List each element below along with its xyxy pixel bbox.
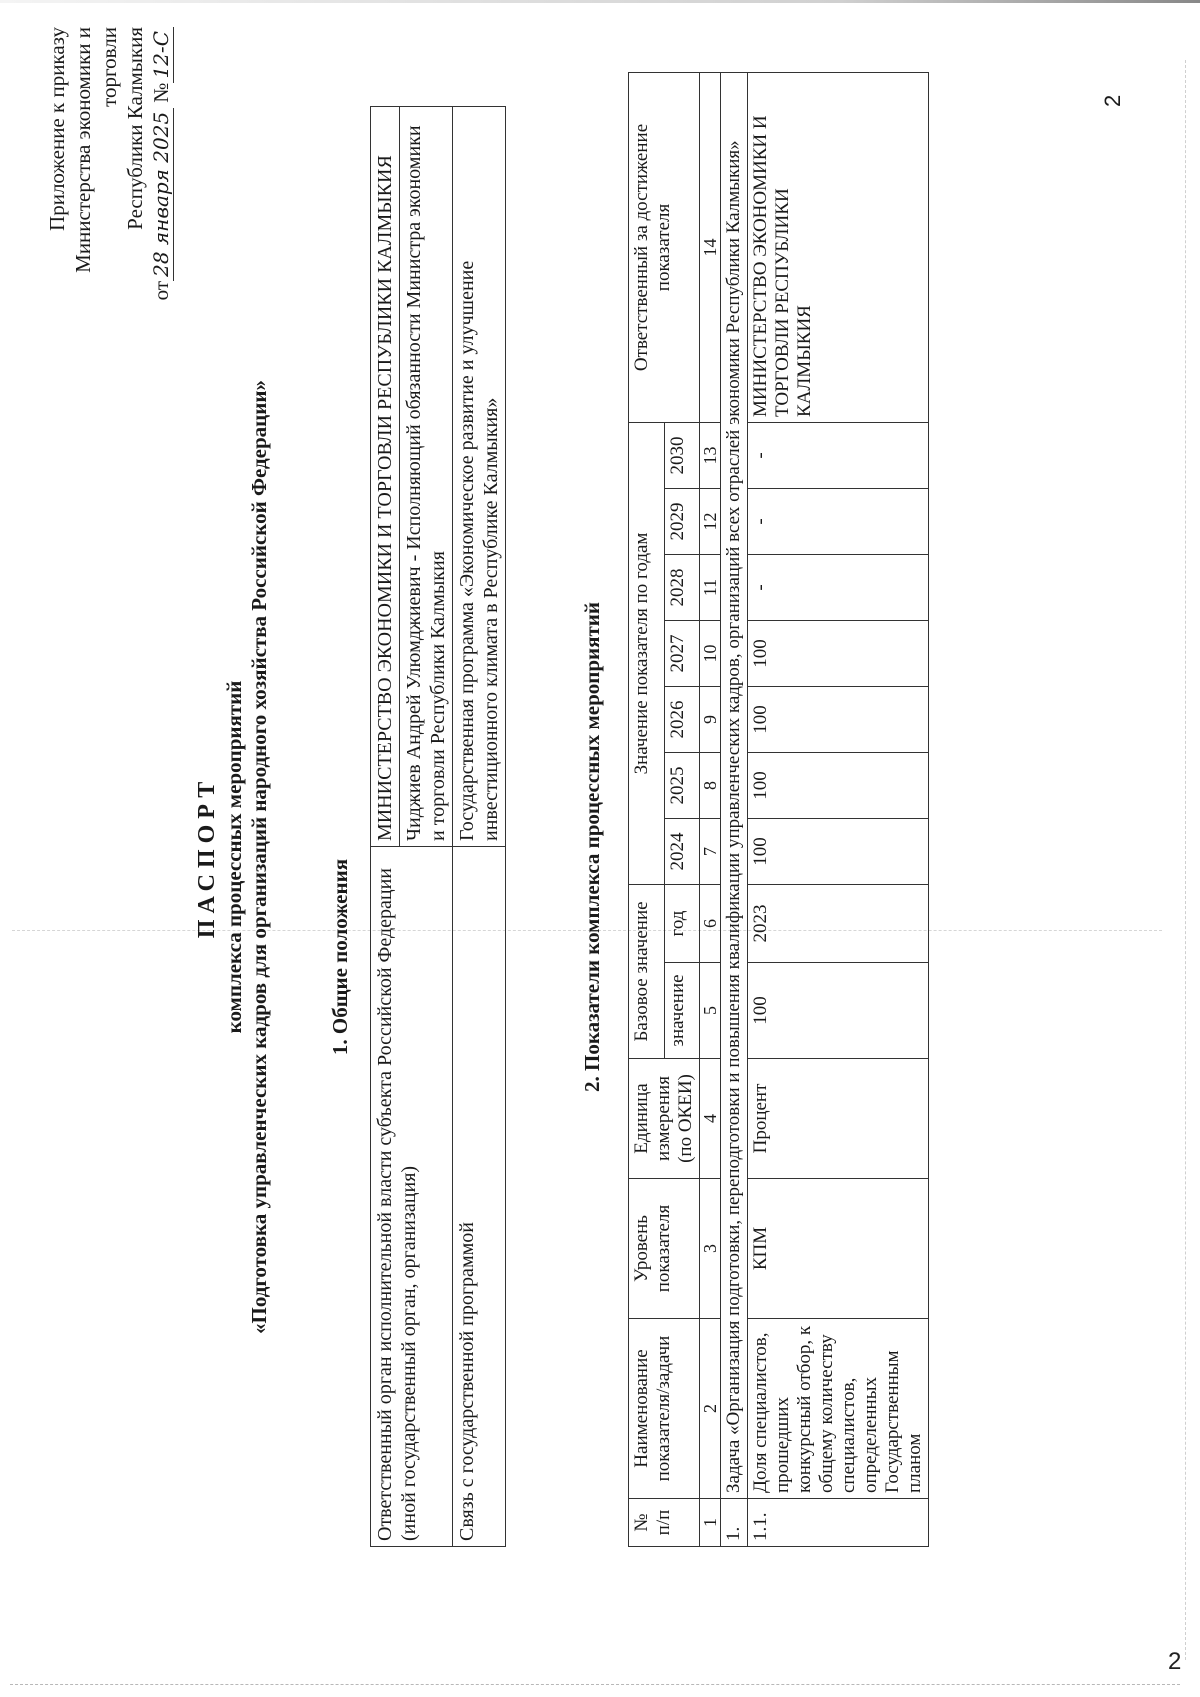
appendix-line-2: Министерства экономики и торговли — [71, 27, 121, 273]
row-base-year: 2023 — [748, 884, 929, 962]
task-num: 1. — [721, 1499, 748, 1547]
row-value-2029: - — [748, 488, 929, 554]
row-base-value: 100 — [748, 963, 929, 1059]
row-level: КПМ — [748, 1179, 929, 1319]
number-prefix: № — [149, 82, 173, 103]
section-1-heading: 1. Общие положения — [328, 858, 352, 1056]
row-value-2030: - — [748, 422, 929, 488]
table-row — [748, 72, 929, 1546]
column-number: 14 — [700, 72, 721, 422]
column-number: 9 — [700, 686, 721, 752]
general-value-program: Государственная программа «Экономическое развитие и улучшение инвестиционного климата в Республике Калмыкия» — [453, 107, 506, 847]
task-text: Задача «Организация подготовки, переподготовки и повышения квалификации управленческих кадров, организаций всех отраслей экономики Республики Калмыкия» — [721, 72, 748, 1498]
column-number: 10 — [700, 620, 721, 686]
header-year: 2025 — [664, 752, 700, 818]
corner-page-number: 2 — [1168, 1648, 1182, 1675]
header-level: Уровень показателя — [629, 1179, 700, 1319]
header-year: 2028 — [664, 554, 700, 620]
section-2-heading: 2. Показатели комплекса процессных мероприятий — [580, 602, 604, 1093]
row-value-2025: 100 — [748, 752, 929, 818]
header-num: № п/п — [629, 1499, 700, 1547]
responsible-ministry: МИНИСТЕРСТВО ЭКОНОМИКИ И ТОРГОВЛИ РЕСПУБЛИКИ КАЛМЫКИЯ — [371, 107, 400, 846]
column-number: 11 — [700, 554, 721, 620]
responsible-person: Чиджиев Андрей Улюмджиевич - Исполняющий обязанности Министра экономики и торговли Республики Калмыкия — [403, 125, 449, 841]
column-number-row — [700, 72, 721, 1546]
general-value-responsible — [371, 107, 453, 847]
column-number: 4 — [700, 1059, 721, 1179]
title-name: «Подготовка управленческих кадров для организаций народного хозяйства Российской Федерации» — [247, 380, 271, 1334]
row-value-2028: - — [748, 554, 929, 620]
column-number: 1 — [700, 1499, 721, 1547]
row-num: 1.1. — [748, 1499, 929, 1547]
header-responsible: Ответственный за достижение показателя — [629, 72, 700, 422]
column-number: 5 — [700, 963, 721, 1059]
column-number: 8 — [700, 752, 721, 818]
appendix-date-line — [148, 27, 174, 317]
appendix-line-3: Республики Калмыкия — [123, 27, 147, 230]
column-number: 13 — [700, 422, 721, 488]
row-unit: Процент — [748, 1059, 929, 1179]
handwritten-number: 12-С — [149, 27, 174, 83]
header-base-value: значение — [664, 963, 700, 1059]
row-name: Доля специалистов, прошедших конкурсный отбор, к общему количеству специалистов, определенных Государственным планом — [748, 1319, 929, 1499]
header-year: 2026 — [664, 686, 700, 752]
general-label-program: Связь с государственной программой — [453, 847, 506, 1547]
column-number: 7 — [700, 818, 721, 884]
appendix-line-1: Приложение к приказу — [45, 27, 69, 231]
header-base: Базовое значение — [629, 884, 665, 1058]
header-row — [629, 72, 665, 1546]
column-number: 2 — [700, 1319, 721, 1499]
title-subtitle: комплекса процессных мероприятий — [222, 680, 246, 1034]
table-row — [371, 107, 453, 1547]
page-number: 2 — [1100, 94, 1125, 107]
row-value-2024: 100 — [748, 818, 929, 884]
handwritten-date: 28 января 2025 — [149, 108, 174, 281]
row-value-2026: 100 — [748, 686, 929, 752]
header-name: Наименование показателя/задачи — [629, 1319, 700, 1499]
date-prefix: от — [149, 280, 173, 301]
header-year: 2024 — [664, 818, 700, 884]
indicators-table — [628, 72, 929, 1547]
header-year: 2030 — [664, 422, 700, 488]
general-label-responsible: Ответственный орган исполнительной власти субъекта Российской Федерации (иной государственный орган, организация) — [371, 847, 453, 1547]
title-heading: ПАСПОРТ — [194, 775, 220, 939]
document-title — [192, 257, 272, 1457]
column-number: 6 — [700, 884, 721, 962]
header-unit: Единица измерения (по ОКЕИ) — [629, 1059, 700, 1179]
appendix-stamp — [44, 27, 174, 317]
header-year: 2027 — [664, 620, 700, 686]
general-provisions-table — [370, 106, 506, 1547]
header-by-years: Значение показателя по годам — [629, 422, 665, 884]
column-number: 12 — [700, 488, 721, 554]
column-number: 3 — [700, 1179, 721, 1319]
table-row — [453, 107, 506, 1547]
header-year: 2029 — [664, 488, 700, 554]
header-base-year: год — [664, 884, 700, 962]
row-responsible: МИНИСТЕРСТВО ЭКОНОМИКИ И ТОРГОВЛИ РЕСПУБЛИКИ КАЛМЫКИЯ — [748, 72, 929, 422]
row-value-2027: 100 — [748, 620, 929, 686]
task-row — [721, 72, 748, 1546]
